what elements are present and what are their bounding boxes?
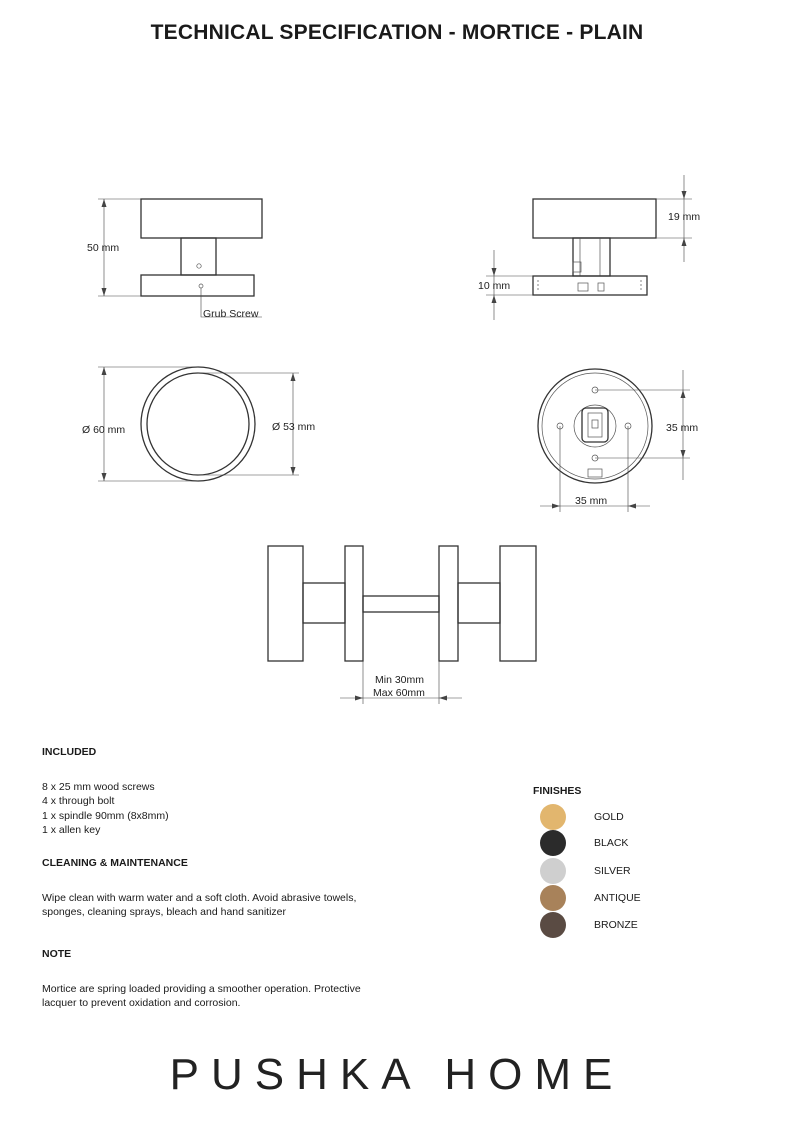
finish-swatch [540,830,566,856]
finish-swatch [540,885,566,911]
finish-label: SILVER [594,865,631,877]
finish-gold [540,804,680,830]
dim-10mm-label: 10 mm [478,280,511,292]
list-item: 1 x allen key [42,824,101,836]
cleaning-heading: CLEANING & MAINTENANCE [42,857,188,869]
list-item: 1 x spindle 90mm (8x8mm) [42,809,169,822]
finish-black [540,830,680,856]
dim-35mm-vertical-label: 35 mm [666,422,699,434]
finish-antique [540,885,680,911]
finishes-section [533,785,641,931]
note-text: Mortice are spring loaded providing a smoother operation. Protective lacquer to prevent oxidation and corrosion. [42,982,361,1009]
dim-min-label: Min 30mm [375,674,425,686]
finish-swatch [540,912,566,938]
rear-view-rose [538,369,690,512]
cleaning-text: Wipe clean with warm water and a soft cloth. Avoid abrasive towels, sponges, cleaning sprays, bleach and hand sanitizer [42,891,357,918]
brand-logo: PUSHKA HOME [169,1050,625,1099]
side-section-view [486,175,692,320]
side-view-knob [98,199,262,317]
finish-label: GOLD [594,811,624,823]
finish-label: BLACK [594,837,629,849]
grub-screw-label: Grub Screw [203,308,259,320]
dim-50mm-label: 50 mm [87,242,120,254]
dim-max-label: Max 60mm [373,687,425,699]
list-item: 4 x through bolt [42,795,115,807]
included-section [42,745,169,838]
dim-19mm-label: 19 mm [668,211,701,223]
page-title: TECHNICAL SPECIFICATION - MORTICE - PLAIN [150,21,644,44]
note-heading: NOTE [42,948,72,960]
finish-label: BRONZE [594,919,638,931]
dim-diameter-60-label: Ø 60 mm [82,424,126,436]
included-heading: INCLUDED [42,746,97,758]
dim-35mm-horizontal-label: 35 mm [575,495,608,507]
finish-bronze [540,912,680,938]
list-item: 8 x 25 mm wood screws [42,780,155,793]
finish-label: ANTIQUE [594,892,641,904]
finish-swatch [540,858,566,884]
note-section [42,947,372,1011]
included-list [42,780,169,838]
finish-swatch [540,804,566,830]
cleaning-section [42,856,372,920]
finishes-heading: FINISHES [533,785,582,797]
front-view-knob [98,367,299,481]
dim-diameter-53-label: Ø 53 mm [272,421,316,433]
finish-silver [540,858,680,884]
